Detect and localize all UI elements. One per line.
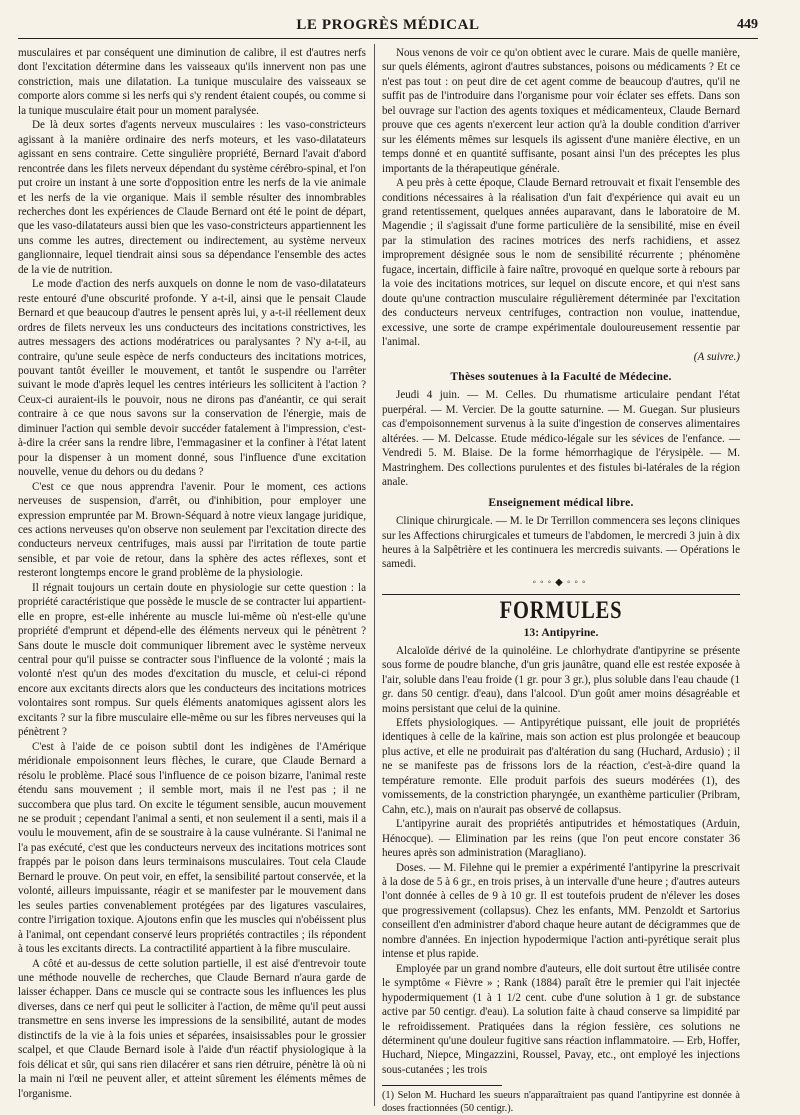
enseignement-heading: Enseignement médical libre. (488, 495, 634, 509)
column-divider (374, 44, 375, 1106)
paragraph: Il régnait toujours un certain doute en physiologie sur cette question : la propriété caractéristique que possède le muscle de se contracter lui appartient-elle en propre, est-elle inhérente au muscle lui-même où n'est-elle qu'une propriété d'emprunt et dépend-elle des éléments nerveux qui le pénètrent ? Sans doute le muscle doit communiquer librement avec le système nerveux central pour qu'il puisse se contracter sous l'influence de la volonté ; mais la volonté n'est qu'un des modes d'excitation du muscle, et celui-ci répond encore aux excitants directs alors que les conducteurs des incitations motrices volontaires sont rompus. Sur quels éléments anatomiques agissent alors les excitants ? sur la fibre musculaire elle-même ou sur les fibres nerveuses qui la pénètrent ? (18, 581, 366, 739)
paragraph: Alcaloïde dérivé de la quinoléine. Le chlorhydrate d'antipyrine se présente sous forme de poudre blanche, d'un gris jaunâtre, quand elle est restée exposée à l'air, soluble dans l'eau froide (1 gr. pour 3 gr.), plus soluble dans l'eau chaude (1 gr. dans 50 centigr. d'eau), dans l'alcool. D'un goût amer moins désagréable et moins persistant que celui de la quinine. (382, 644, 740, 715)
formules-heading: FORMULES (499, 597, 623, 625)
ornament-separator: ◦◦◦◆◦◦◦ (532, 576, 590, 588)
theses-heading: Thèses soutenues à la Faculté de Médecine. (450, 369, 672, 383)
page-header (18, 12, 758, 39)
paragraph: A côté et au-dessus de cette solution partielle, il est aisé d'entrevoir toute une méthode nouvelle de recherches, que Claude Bernard n'aura garde de laisser échapper. Dans ce muscle qui se contracte sous les influences les plus diverses, dans ce nerf qui peut le solliciter à l'action, de même qu'il peut aussi transmettre en sens inverse les impressions de la sensibilité, autant de modes distinctifs de la vie à la fois unies et séparées, insaisissables pour le grossier scalpel, et que Claude Bernard isole à l'aide d'un réactif physiologique à la fois délicat et sûr, qui sans rien dilacérer et sans rien détruire, pénètre là où ni la main ni l'œil ne peuvent aller, et atteint sûrement les éléments mêmes de l'organisme. (18, 957, 366, 1100)
paragraph: Employée par un grand nombre d'auteurs, elle doit surtout être utilisée contre le symptôme « Fièvre » ; Rank (1884) paraît être le premier qui l'ait injectée hypodermiquement (1 à 1 1/2 cent. cube d'une solution à 1 gr. de substance active par 50 centigr. d'eau). La solution faite à chaud conserve sa limpidité par le refroidissement. Pratiquées dans la région fessière, ces solutions ne déterminent qu'une douleur fugitive sans réaction inflammatoire. — Erb, Hoffer, Huchard, Niepce, Mingazzini, Roussel, Pavay, etc., ont employé les injections sous-cutanées ; les trois (382, 962, 740, 1076)
paragraph: De là deux sortes d'agents nerveux musculaires : les vaso-constricteurs agissant à la manière ordinaire des nerfs moteurs, et les vaso-dilatateurs agissant en sens contraire. Cette singulière propriété, Bernard l'avait d'abord rencontrée dans les filets nerveux dépendant du système cérébro-spinal, et l'on put croire un instant à une sorte d'opposition entre les nerfs de la vie animale et les nerfs de la vie organique. Mais il semble résulter des innombrables recherches dont les expériences de Claude Bernard ont été le point de départ, que les vaso-dilatateurs aussi bien que les vaso-constricteurs appartiennent les uns comme les autres, directement ou indirectement, au système nerveux ganglionnaire, lequel tiendrait ainsi sous sa dépendance l'ensemble des actes de la vie de nutrition. (18, 119, 366, 276)
paragraph: C'est ce que nous apprendra l'avenir. Pour le moment, ces actions nerveuses de suspension, d'arrêt, ou d'inhibition, pour employer une expression empruntée par M. Brown-Séquard à notre vieux langage juridique, ces actions nerveuses qu'on observe non seulement par l'excitation directe des conducteurs nerveux centrifuges, mais aussi par l'irritation de toute partie sensible, et par voie de retour, dans la sphère des actes réflexes, sont et resteront longtemps encore le grand problème de la physiologie. (18, 480, 366, 580)
theses-text: Jeudi 4 juin. — M. Celles. Du rhumatisme articulaire pendant l'état puerpéral. — M. Vercier. De la goutte saturnine. — M. Guegan. Sur plusieurs cas d'empoisonnement survenus à la suite d'ingestion de conserves alimentaires altérées. — M. Delcasse. Etude médico-légale sur les sévices de l'enfance. — Vendredi 5. M. Blaise. De la forme hémorrhagique de l'érysipèle. — M. Mastringhem. Des collections purulentes et des fistules bi-latérales de la région anale. (382, 389, 740, 489)
footnote: (1) Selon M. Huchard les sueurs n'apparaîtraient pas quand l'antipyrine est donnée à doses fractionnées (50 centigr.). (382, 1090, 740, 1115)
paragraph: Effets physiologiques. — Antipyrétique puissant, elle jouit de propriétés identiques à celle de la kaïrine, mais son action est plus prolongée et beaucoup plus active, et elle ne produirait pas d'altération du sang (Huchard, Ardusio) ; il ne se manifeste pas de frissons lors de la réaction, c'est-à-dire quand la température remonte. Elle produit parfois des sueurs modérées (1), des vomissements, de la constriction pharyngée, un exanthème particulier (Pribram, Cahn, etc.), mais on n'aurait pas observé de collapsus. (382, 717, 740, 816)
journal-title: LE PROGRÈS MÉDICAL (296, 17, 480, 33)
formules-subtitle: 13: Antipyrine. (523, 626, 599, 640)
paragraph: L'antipyrine aurait des propriétés antiputrides et hémostatiques (Arduin, Hénocque). — Elimination par les reins (que l'on peut encore constater 36 heures après son administration (Maragliano). (382, 818, 740, 860)
paragraph: Le mode d'action des nerfs auxquels on donne le nom de vaso-dilatateurs reste entouré d'une obscurité profonde. Y a-t-il, ainsi que le pensait Claude Bernard et que beaucoup d'autres le pensent après lui, y a-t-il réellement deux ordres de filets nerveux les uns conducteurs des incitations constrictives, les autres messagers des actions modératrices ou paralysantes ? N'y a-t-il, au contraire, qu'une seule espèce de nerfs conducteurs des incitations motrices, pouvant tantôt éveiller le mouvement, et tantôt le suspendre ou l'arrêter suivant le mode d'après lequel les centres intérieurs les sollicitent à l'action ? Ceux-ci auraient-ils le pouvoir, nous ne dirons pas d'anéantir, ce qui serait contraire à ce que nous savons sur la conservation de l'énergie, mais de diminuer l'action qui semble devoir succéder fatalement à l'impression, c'est-à-dire la créer sans la rendre libre, l'emmagasiner et la confiner à l'état latent pour la dispenser à un moment donné, sous l'influence d'une excitation nouvelle, venue du dehors ou du dedans ? (18, 278, 366, 479)
enseignement-text: Clinique chirurgicale. — M. le Dr Terrillon commencera ses leçons cliniques sur les Affections chirurgicales et tumeurs de l'abdomen, le mercredi 3 juin à dix heures à la Salpêtrière et les continuera les mercredis suivants. — Opérations le samedi. (382, 515, 740, 571)
left-column (18, 46, 366, 1106)
page-number: 449 (737, 17, 758, 32)
paragraph: A peu près à cette époque, Claude Bernard retrouvait et fixait l'ensemble des conditions nécessaires à la réalisation d'un fait d'expérience qui avait eu un grand retentissement, quelques années auparavant, dans le laboratoire de M. Magendie ; il s'agissait d'une forme particulière de la sensibilité, mise en éveil par la stimulation des racines motrices des nerfs rachidiens, et assez improprement désignée sous le nom de sensibilité récurrente ; phénomène fugace, incertain, difficile à faire naître, provoqué en quelque sorte à rebours par la voie des incitations motrices, sur lequel on discute encore, et qui n'est sans doute qu'une contraction musculaire régulièrement déterminée par l'excitation des conducteurs nerveux centrifuges, contraction non voulue, inattendue, excessive, une sorte de crampe expérimentale douloureusement ressentie par l'animal. (382, 177, 740, 349)
footnote-rule (382, 1085, 502, 1086)
right-column (382, 46, 740, 1115)
paragraph: Nous venons de voir ce qu'on obtient avec le curare. Mais de quelle manière, sur quels éléments, agiront d'autres substances, poisons ou médicaments ? Et ce n'est pas tout : on peut dire de cet agent comme de beaucoup d'autres, qu'il ne suffit pas de l'introduire dans l'organisme pour voir éclater ses effets. Dans son bel ouvrage sur l'action des agents toxiques et médicamenteux, Claude Bernard prouve que ces agents n'exercent leur action qu'à la double condition d'arriver sur les éléments mêmes sur lesquels ils agissent d'une manière élective, en un temps donné et en quantité suffisante, posant ainsi l'un des préceptes les plus importants de la thérapeutique générale. (382, 47, 740, 175)
section-rule (382, 594, 740, 595)
paragraph: musculaires et par conséquent une diminution de calibre, il est d'autres nerfs dont l'excitation détermine dans les vaisseaux qu'ils innervent non pas une constriction, mais une dilatation. La tunique musculaire des vaisseaux se comporte alors comme si les nerfs qui s'y rendent étaient coupés, ou comme si la tunique musculaire était pour un moment paralysée. (18, 47, 366, 117)
paragraph: Doses. — M. Filehne qui le premier a expérimenté l'antipyrine la prescrivait à la dose de 5 à 6 gr., en trois prises, à un intervalle d'une heure ; d'autres auteurs l'ont donnée à celles de 9 à 10 gr. Il est toutefois prudent de n'élever les doses que progressivement (collapsus). Chez les enfants, MM. Penzoldt et Sartorius conseillent d'en administrer d'abord chaque heure autant de décigrammes que de nombre d'années. En injection hypodermique l'action anti-pyrétique serait plus intense et plus rapide. (382, 861, 740, 961)
paragraph: C'est à l'aide de ce poison subtil dont les indigènes de l'Amérique méridionale empoisonnent leurs flèches, le curare, que Claude Bernard a résolu le problème. Placé sous l'influence de ce poison bizarre, l'animal reste étendu sans mouvement ; il semble mort, mais il ne l'est pas ; il ne succombera que plus tard. On excite le tégument sensible, aucun mouvement ne se produit ; cependant l'animal a senti, et non seulement il a senti, mais il a voulu le mouvement, afin de se soustraire à la cause vulnérante. Si l'animal ne l'a pas exécuté, c'est que les conducteurs nerveux des incitations motrices sont frappés par le poison dans leurs terminaisons musculaires. Tout cela Claude Bernard le prouve. On peut voir, en effet, la sensibilité partout conservée, et la volonté, ailleurs impuissante, réagir et se manifester par le mouvement dans les seules parties convenablement protégées par des ligatures vasculaires, contre l'irrigation toxique. Ajoutons enfin que les muscles qui n'obéissent plus à l'animal, ont cependant conservé leurs propriétés contractiles ; ils répondent à tous les excitants directs. La contractilité appartient à la fibre musculaire. (18, 740, 366, 956)
to-be-continued: (A suivre.) (693, 350, 740, 363)
